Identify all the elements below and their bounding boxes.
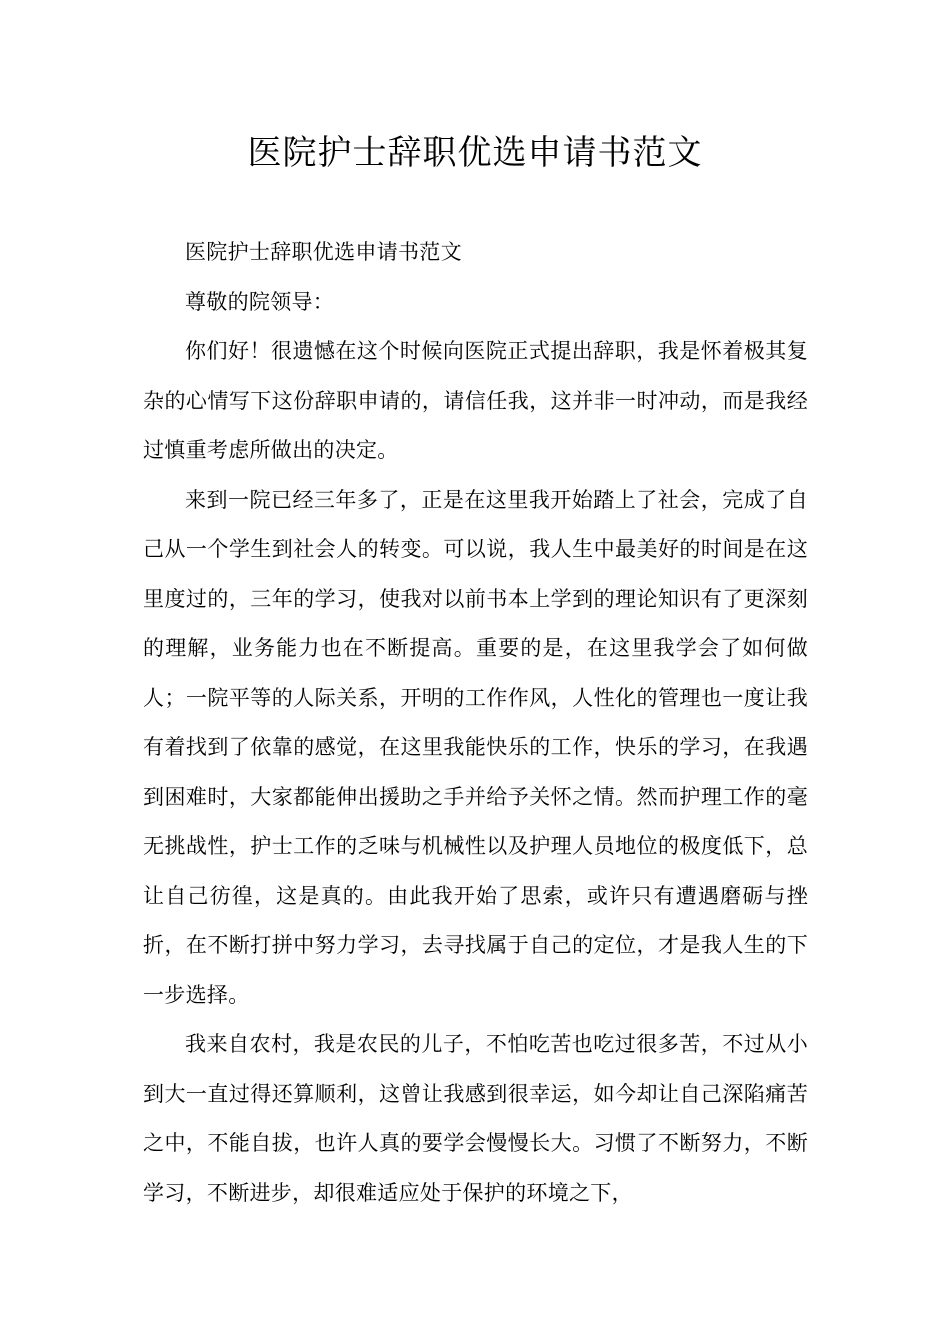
paragraph-subtitle: 医院护士辞职优选申请书范文 [185,240,462,264]
paragraph-greeting: 你们好！很遗憾在这个时候向医院正式提出辞职，我是怀着极其复杂的心情写下这份辞职申请的，请信任我，这并非一时冲动，而是我经过慎重考虑所做出的决定。 [143,339,808,462]
paragraph-salutation: 尊敬的院领导： [185,289,335,314]
paragraph-experience: 来到一院已经三年多了，正是在这里我开始踏上了社会，完成了自己从一个学生到社会人的转变。可以说，我人生中最美好的时间是在这里度过的，三年的学习，使我对以前书本上学到的理论知识有了更深刻的理解，业务能力也在不断提高。重要的是，在这里我学会了如何做人；一院平等的人际关系，开明的工作作风，人性化的管理也一度让我有着找到了依靠的感觉，在这里我能快乐的工作，快乐的学习，在我遇到困难时，大家都能伸出援助之手并给予关怀之情。然而护理工作的毫无挑战性，护士工作的乏味与机械性以及护理人员地位的极度低下，总让自己彷徨，这是真的。由此我开始了思索，或许只有遭遇磨砺与挫折，在不断打拼中努力学习，去寻找属于自己的定位，才是我人生的下一步选择。 [143,487,808,1007]
paragraph-background: 我来自农村，我是农民的儿子，不怕吃苦也吃过很多苦，不过从小到大一直过得还算顺利，这曾让我感到很幸运，如今却让自己深陷痛苦之中，不能自拔，也许人真的要学会慢慢长大。习惯了不断努力，不断学习，不断进步，却很难适应处于保护的环境之下， [143,1032,808,1205]
document-title: 医院护士辞职优选申请书范文 [247,133,703,173]
document-body [143,228,808,1218]
